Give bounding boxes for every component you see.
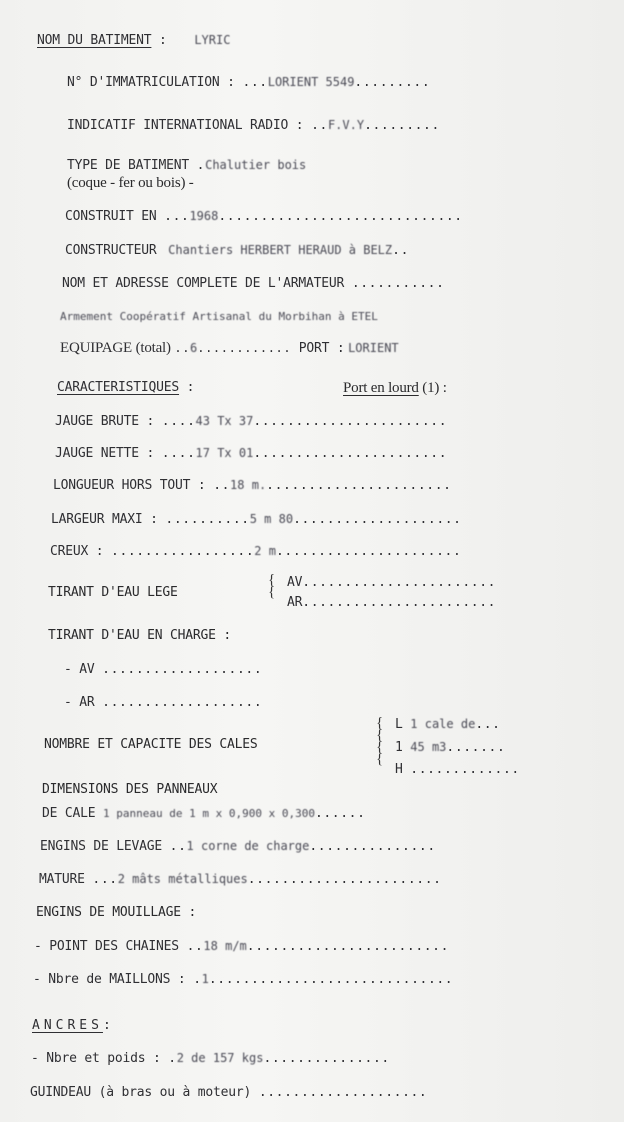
jauge-nette-row: JAUGE NETTE : ....17 Tx 01....................... [55,446,448,461]
cales-one-value: 45 m3 [410,740,447,754]
tirant-charge-ar-row: - AR ................... [64,695,263,710]
jauge-nette-value: 17 Tx 01 [195,446,254,460]
mailions-label: - Nbre de MAILLONS : [33,972,186,987]
port-lourd-label: Port en lourd [343,380,419,396]
indicatif-value: F.V.Y [327,118,365,132]
largeur-value: 5 m 80 [249,512,294,526]
largeur-row: LARGEUR MAXI : ..........5 m 80.................... [51,512,462,527]
cales-l-key: L [395,717,403,732]
port-value: LORIENT [348,341,399,355]
tirant-lege-ar-row: AR....................... [287,595,497,610]
tirant-lege-av-row: AV....................... [287,575,497,590]
tirant-lege-ar: AR [287,595,303,610]
engins-levage-label: ENGINS DE LEVAGE [40,839,163,854]
nom-colon: : [159,33,167,48]
tirant-charge-av-row: - AV ................... [64,662,263,677]
point-chaines-label: - POINT DES CHAINES [34,939,179,954]
equipage-label: EQUIPAGE (total) [60,340,171,356]
nom-value: LYRIC [194,33,231,47]
nbre-poids-value: 2 de 157 kgs [176,1051,264,1065]
tirant-lege-label: TIRANT D'EAU LEGE [48,585,178,600]
port-lourd-note: (1) : [422,380,447,396]
caracteristiques-row [57,380,194,396]
engins-levage-value: 1 corne de charge [186,839,310,853]
cales-l-row: L 1 cale de... [395,717,501,732]
construit-row: CONSTRUIT EN ...1968............................. [65,209,463,224]
cales-h-row: H ............. [395,762,520,777]
panneaux-row: DE CALE 1 panneau de 1 m x 0,900 x 0,300...... [42,806,366,821]
jauge-brute-value: 43 Tx 37 [195,414,254,428]
nom-label: NOM DU BATIMENT [37,33,152,48]
engins-levage-row: ENGINS DE LEVAGE ..1 corne de charge............... [40,839,436,854]
creux-row: CREUX : .................2 m...................... [50,544,462,559]
creux-value: 2 m [254,544,276,558]
tirant-charge-label: TIRANT D'EAU EN CHARGE : [48,628,232,643]
caracteristiques-label: CARACTERISTIQUES [57,380,180,395]
ancres-colon: : [102,1018,111,1033]
jauge-brute-label: JAUGE BRUTE : [55,414,155,429]
ancres-label: ANCRES [32,1018,103,1033]
port-label: PORT : [298,341,345,356]
immatriculation-row: N° D'IMMATRICULATION : ...LORIENT 5549......... [67,75,431,90]
panneaux-label1: DIMENSIONS DES PANNEAUX [42,782,218,797]
indicatif-label: INDICATIF INTERNATIONAL RADIO : [67,118,304,133]
point-chaines-row: - POINT DES CHAINES ..18 m/m........................ [34,939,450,954]
nbre-poids-label: - Nbre et poids : [31,1051,161,1066]
panneaux-label2: DE CALE [42,806,96,821]
cales-l-value: 1 cale de [410,717,476,731]
name-row [37,32,230,49]
mature-label: MATURE [39,872,85,887]
tirant-lege-av: AV [287,575,303,590]
point-chaines-value: 18 m/m [203,939,247,953]
guindeau-label: GUINDEAU (à bras ou à moteur) [30,1085,252,1100]
armateur-value: Armement Coopératif Artisanal du Morbihan à ETEL [60,310,378,323]
armateur-value-row [60,309,378,325]
nbre-poids-row: - Nbre et poids : .2 de 157 kgs............... [31,1051,390,1066]
equipage-value: 6 [190,341,198,355]
tirant-charge-ar: - AR [64,695,95,710]
mailions-value: 1 [201,972,209,986]
immatriculation-label: N° D'IMMATRICULATION : [67,75,235,90]
cales-one-row: 1 45 m3....... [395,740,506,755]
mailions-row: - Nbre de MAILLONS : .1............................. [33,972,454,987]
armateur-row: NOM ET ADRESSE COMPLETE DE L'ARMATEUR ........... [62,276,445,291]
creux-label: CREUX : [50,544,104,559]
armateur-label: NOM ET ADRESSE COMPLETE DE L'ARMATEUR [62,276,345,291]
equipage-row: EQUIPAGE (total) ..6............ PORT : LORIENT [60,340,399,356]
guindeau-row: GUINDEAU (à bras ou à moteur) .................... [30,1085,428,1100]
tirant-lege-brace: { { [268,572,276,600]
largeur-label: LARGEUR MAXI : [51,512,158,527]
longueur-row: LONGUEUR HORS TOUT : ..18 m....................... [53,478,452,493]
type-sub: (coque - fer ou bois) - [67,175,194,191]
longueur-label: LONGUEUR HORS TOUT : [53,478,206,493]
jauge-nette-label: JAUGE NETTE : [55,446,155,461]
cales-label: NOMBRE ET CAPACITE DES CALES [44,737,258,752]
type-value: Chalutier bois [205,158,307,172]
cales-h-key: H [395,762,403,777]
indicatif-row: INDICATIF INTERNATIONAL RADIO : ..F.V.Y......... [67,118,440,133]
caracteristiques-colon: : [186,380,195,395]
mature-value: 2 mâts métalliques [117,872,248,886]
ancres-row [32,1018,111,1034]
engins-mouillage-label: ENGINS DE MOUILLAGE : [36,905,197,920]
type-row: TYPE DE BATIMENT .Chalutier bois [67,158,307,173]
port-lourd-row [343,380,447,396]
constructeur-row: CONSTRUCTEUR Chantiers HERBERT HERAUD à BELZ.. [65,243,409,258]
jauge-brute-row: JAUGE BRUTE : ....43 Tx 37....................... [55,414,448,429]
type-label: TYPE DE BATIMENT [67,158,190,173]
tirant-charge-av: - AV [64,662,95,677]
construit-label: CONSTRUIT EN [65,209,157,224]
constructeur-label: CONSTRUCTEUR [65,243,157,258]
construit-value: 1968 [189,209,219,223]
cales-one-key: 1 [395,740,403,755]
cales-brace: { { { { [376,715,384,767]
immatriculation-value: LORIENT 5549 [267,75,355,89]
panneaux-value: 1 panneau de 1 m x 0,900 x 0,300 [103,807,315,820]
mature-row: MATURE ...2 mâts métalliques....................... [39,872,442,887]
longueur-value: 18 m. [230,478,267,492]
constructeur-value: Chantiers HERBERT HERAUD à BELZ [168,243,393,257]
